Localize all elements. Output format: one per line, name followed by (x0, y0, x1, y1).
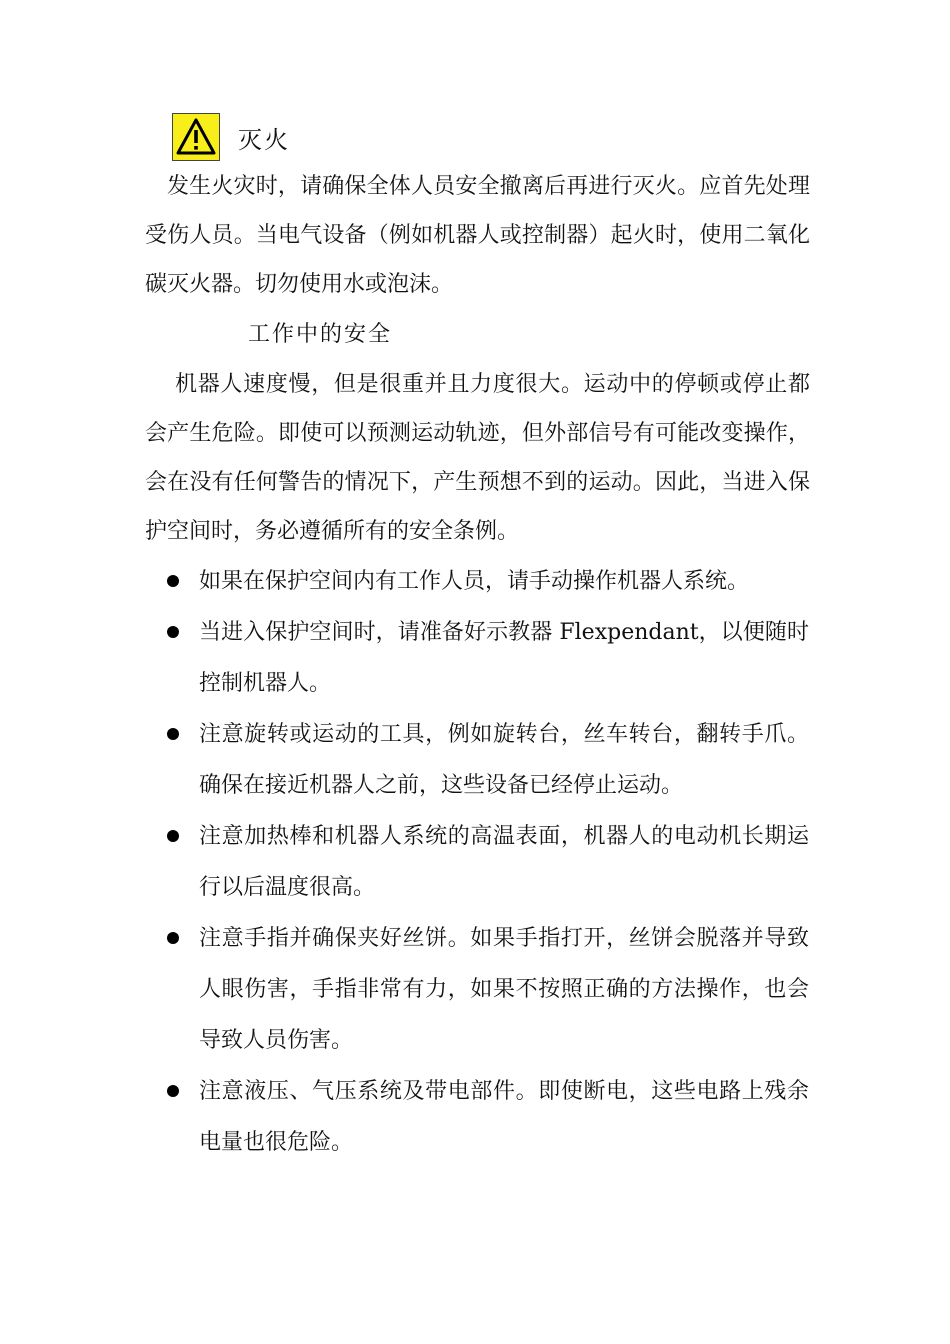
list-item-text: 注意手指并确保夹好丝饼。如果手指打开，丝饼会脱落并导致人眼伤害，手指非常有力，如果不按照正确的方法操作，也会导致人员伤害。 (199, 926, 809, 1053)
list-item (0, 913, 809, 1066)
safety-bullet-list (0, 556, 809, 1168)
bullet-icon (167, 575, 179, 587)
list-item-text: 注意加热棒和机器人系统的高温表面，机器人的电动机长期运行以后温度很高。 (199, 824, 809, 900)
list-item (0, 709, 809, 811)
list-item-text: 注意液压、气压系统及带电部件。即使断电，这些电路上残余电量也很危险。 (199, 1079, 809, 1155)
list-item (0, 1066, 809, 1168)
bullet-icon (167, 932, 179, 944)
section-heading: 工作中的安全 (248, 322, 393, 347)
list-item (0, 556, 809, 607)
list-item (0, 607, 809, 709)
list-item-text: 注意旋转或运动的工具，例如旋转台，丝车转台，翻转手爪。确保在接近机器人之前，这些设备已经停止运动。 (199, 722, 809, 798)
fire-paragraph: 发生火灾时，请确保全体人员安全撤离后再进行灭火。应首先处理受伤人员。当电气设备（例如机器人或控制器）起火时，使用二氧化碳灭火器。切勿使用水或泡沫。 (145, 174, 810, 297)
work-safety-paragraph: 机器人速度慢，但是很重并且力度很大。运动中的停顿或停止都会产生危险。即使可以预测运动轨迹，但外部信号有可能改变操作，会在没有任何警告的情况下，产生预想不到的运动。因此，当进入保护空间时，务必遵循所有的安全条例。 (145, 372, 810, 544)
list-item-text: 当进入保护空间时，请准备好示教器 Flexpendant，以便随时控制机器人。 (199, 620, 809, 696)
list-item-text: 如果在保护空间内有工作人员，请手动操作机器人系统。 (199, 569, 750, 594)
fire-section-header (172, 112, 290, 162)
warning-triangle-icon (172, 113, 220, 161)
list-item (0, 811, 809, 913)
bullet-icon (167, 830, 179, 842)
bullet-icon (167, 626, 179, 638)
bullet-icon (167, 728, 179, 740)
section-heading: 灭火 (238, 125, 290, 154)
bullet-icon (167, 1085, 179, 1097)
